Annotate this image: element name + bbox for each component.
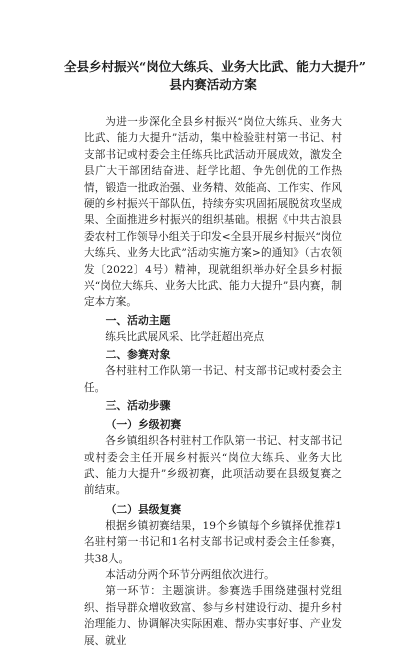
step2-heading: （二）县级复赛 xyxy=(105,502,182,516)
section-participants-text: 各村驻村工作队第一书记、村支部书记或村委会主任。 xyxy=(84,365,342,394)
section-theme-heading: 一、活动主题 xyxy=(105,313,171,327)
intro-paragraph: 为进一步深化全县乡村振兴“岗位大练兵、业务大比武、能力大提升”活动，集中检验驻村第一书记、村支部书记或村委会主任练兵比武活动开展成效，激发全县广大干部团结奋进、赶学比超、争先创优的工作热情，锻造一批政治强、业务精、效能高、工作实、作风硬的乡村振兴干部队伍，持续夯实巩固拓展脱贫攻坚成果、全面推进乡村振兴的组织基础。根据《中共古浪县委农村工作领导小组关于印发<全县开展乡村振兴“岗位大练兵、业务大比武”活动实施方案>的通知》（古农领发〔2022〕4号）精神，现就组织举办好全县乡村振兴“岗位大练兵、业务大比武、能力大提升”县内赛，制定本方案。 xyxy=(84,116,342,309)
step2-note: 本活动分两个环节分两组依次进行。 xyxy=(105,568,275,581)
title-line-1: 全县乡村振兴“岗位大练兵、业务大比武、能力大提升” xyxy=(64,59,366,74)
document-title xyxy=(64,58,366,94)
section-participants-heading: 二、参赛对象 xyxy=(105,348,171,362)
section-steps-heading: 三、活动步骤 xyxy=(105,399,171,413)
part1-text: 第一环节：主题演讲。参赛选手围绕建强村党组织、指导群众增收致富、参与乡村建设行动、提升乡村治理能力、协调解决实际困难、帮办实事好事、产业发展、就业 xyxy=(84,585,342,647)
step1-text: 各乡镇组织各村驻村工作队第一书记、村支部书记或村委会主任开展乡村振兴“岗位大练兵、业务大比武、能力大提升”乡级初赛，此项活动要在县级复赛之前结束。 xyxy=(84,435,342,497)
section-theme-text: 练兵比武展风采、比学赶超出亮点 xyxy=(105,330,265,343)
step2-text: 根据乡镇初赛结果，19个乡镇每个乡镇择优推荐1名驻村第一书记和1名村支部书记或村委会主任参赛，共38人。 xyxy=(84,519,342,565)
title-line-2: 县内赛活动方案 xyxy=(169,77,257,92)
step1-heading: （一）乡级初赛 xyxy=(105,418,182,432)
